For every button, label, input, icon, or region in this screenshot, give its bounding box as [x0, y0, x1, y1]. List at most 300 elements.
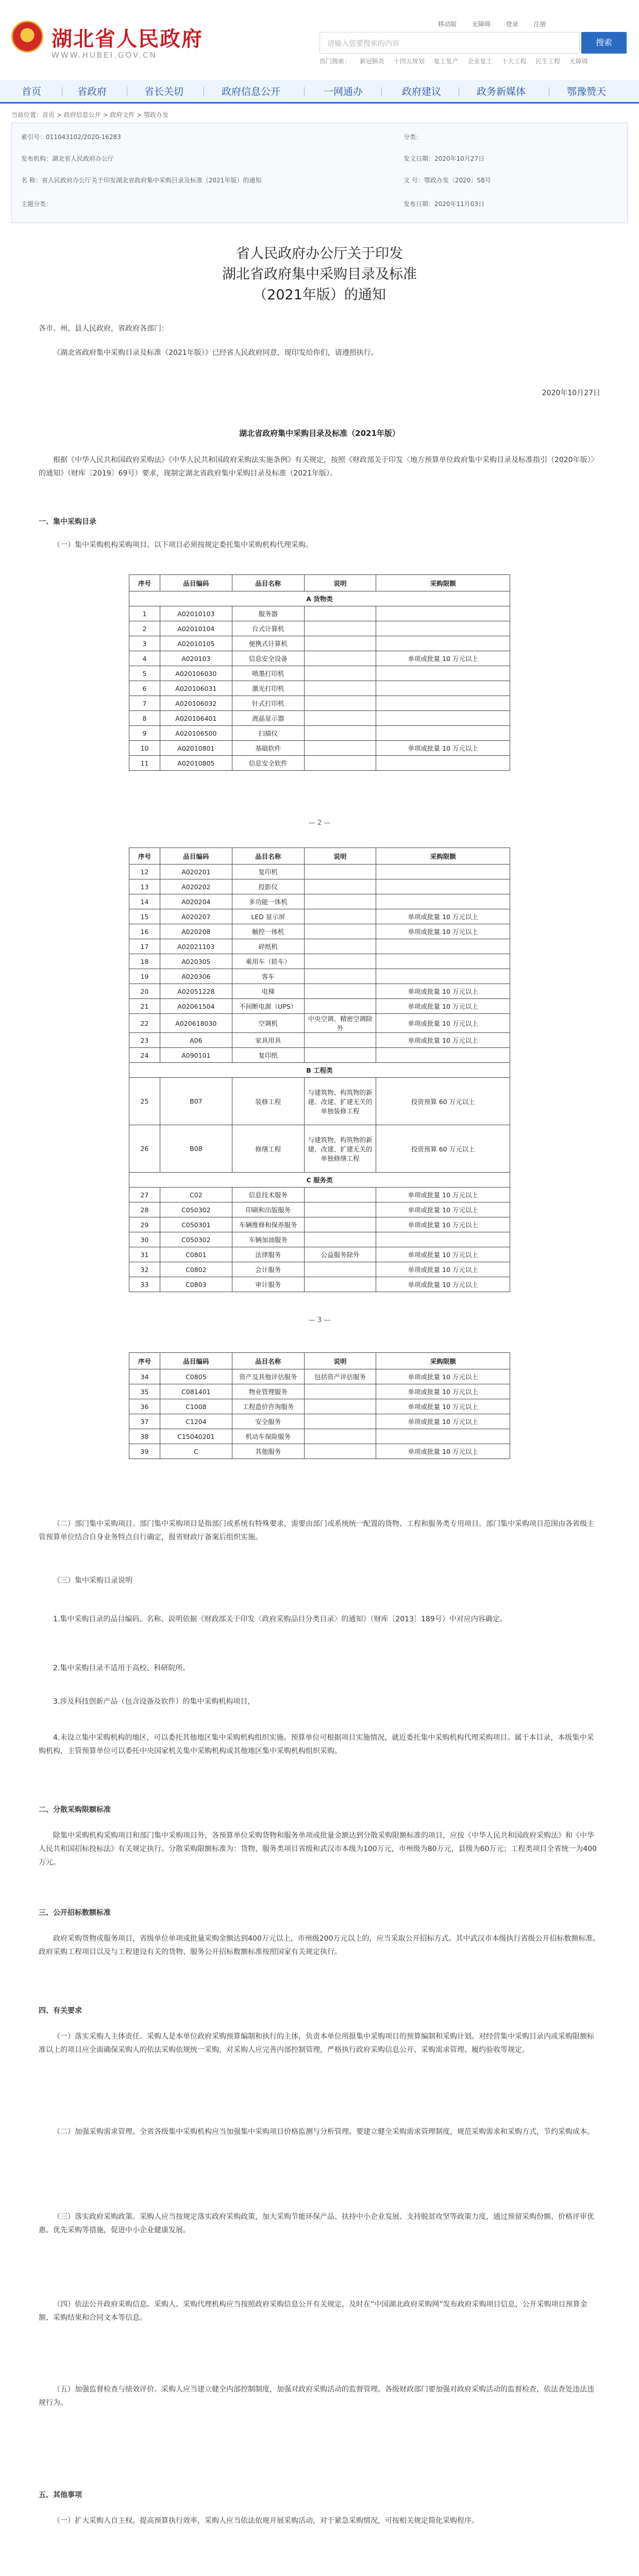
table-row	[129, 726, 510, 741]
table-cell-name: 客车	[232, 969, 304, 984]
table-row	[129, 666, 510, 681]
table-cell-n: 19	[129, 969, 160, 984]
table-cell-n: 3	[129, 636, 160, 651]
table-cell-name: 扫描仪	[232, 726, 304, 741]
table-cell-lim: 单项或批量 10 万元以上	[376, 1414, 510, 1429]
table-row	[129, 1217, 510, 1232]
table-cell-lim	[376, 1048, 510, 1063]
table-cell-desc	[304, 1384, 376, 1399]
table-cell-name: 修缮工程	[232, 1125, 304, 1173]
table-cell-code: C0802	[160, 1262, 232, 1277]
paragraph: 2.集中采购目录不适用于高校、科研院所。	[53, 1664, 190, 1672]
paragraph: （一）落实采购人主体责任。采购人是本单位政府采购预算编制和执行的主体，负责本单位所报集中采购项目的预算编制和采购计划。对经营集中采购目录内或采购限额标准以上的项目应全面确保采购人的依法采购依规统一采购，对采购人应完善内部控制管理，严格执行政府采购信息公开、采购需求管理、履约验收等规定。	[39, 2032, 594, 2054]
table-cell-name: 法律服务	[232, 1247, 304, 1262]
meta-index: 索引号：011043102/2020-16283	[21, 133, 121, 141]
table-cell-n: 30	[129, 1232, 160, 1247]
table-cell-code: A02051228	[160, 984, 232, 999]
table-cell-name: 物业管理服务	[232, 1384, 304, 1399]
table-row	[129, 651, 510, 666]
table-cell-code: C15040201	[160, 1429, 232, 1444]
column-header: 序号	[129, 1353, 160, 1369]
nav-governor[interactable]: 省长关切	[144, 86, 184, 97]
section-heading: 一、集中采购目录	[39, 518, 96, 526]
nav-suggestions[interactable]: 政府建议	[402, 86, 442, 97]
table-cell-lim	[376, 1232, 510, 1247]
table-cell-desc	[304, 756, 376, 771]
table-cell-name: 电梯	[232, 984, 304, 999]
table-row	[129, 969, 510, 984]
table-row	[129, 924, 510, 939]
table-cell-lim: 单项或批量 10 万元以上	[376, 741, 510, 756]
table-row	[129, 1078, 510, 1125]
table-cell-n: 37	[129, 1414, 160, 1429]
table-cell-name: 信息安全设备	[232, 651, 304, 666]
table-cell-desc	[304, 1033, 376, 1048]
table-cell-lim	[376, 636, 510, 651]
table-cell-code: C	[160, 1444, 232, 1459]
table-cell-desc	[304, 1399, 376, 1414]
table-cell-code: A020103	[160, 651, 232, 666]
table-cell-name: 安全服务	[232, 1414, 304, 1429]
table-cell-desc	[304, 1262, 376, 1277]
section-heading: 五、其他事项	[39, 2491, 82, 2499]
table-cell-code: A020618030	[160, 1014, 232, 1033]
table-cell-lim	[376, 696, 510, 711]
table-row	[129, 879, 510, 894]
table-header-row	[129, 848, 510, 865]
table-cell-desc	[304, 1444, 376, 1459]
hotword[interactable]: 新冠肺炎	[359, 58, 384, 65]
table-cell-n: 35	[129, 1384, 160, 1399]
hotword[interactable]: 十大工程	[501, 58, 527, 65]
top-links	[438, 20, 560, 28]
procurement-table-1	[129, 574, 510, 771]
table-cell-name: 空调机	[232, 1014, 304, 1033]
table-cell-n: 13	[129, 879, 160, 894]
table-cell-name: 不间断电源（UPS）	[232, 999, 304, 1014]
table-cell-code: C050302	[160, 1202, 232, 1217]
table-cell-code: C1008	[160, 1399, 232, 1414]
table-cell-desc	[304, 726, 376, 741]
meta-category: 分类：	[403, 133, 423, 141]
hotword[interactable]: 无障碍	[569, 58, 588, 65]
table-cell-name: 台式计算机	[232, 621, 304, 636]
table-cell-name: 车辆加油服务	[232, 1232, 304, 1247]
nav-home[interactable]: 首页	[22, 86, 42, 97]
table-cell-desc	[304, 984, 376, 999]
table-cell-code: A020305	[160, 954, 232, 969]
meta-date: 发文日期：2020年10月27日	[403, 155, 485, 162]
table-cell-n: 21	[129, 999, 160, 1014]
table-cell-code: A02010801	[160, 741, 232, 756]
table-row	[129, 1125, 510, 1173]
table-cell-desc	[304, 1188, 376, 1202]
column-header: 序号	[129, 575, 160, 591]
category-row	[129, 1063, 510, 1078]
column-header: 品目名称	[232, 1353, 304, 1369]
nav-divider	[381, 87, 382, 96]
table-cell-lim	[376, 1429, 510, 1444]
table-cell-lim: 单项或批量 10 万元以上	[376, 999, 510, 1014]
table-cell-n: 2	[129, 621, 160, 636]
meta-pubdate: 发布日期：2020年11月03日	[403, 200, 485, 208]
table-cell-lim	[376, 606, 510, 621]
table-cell-code: C0803	[160, 1277, 232, 1292]
table-cell-lim	[376, 711, 510, 726]
table-cell-lim	[376, 969, 510, 984]
site-url: WWW.HUBEI.GOV.CN	[52, 50, 157, 60]
table-cell-desc: 公益服务除外	[304, 1247, 376, 1262]
table-row	[129, 1399, 510, 1414]
table-cell-desc	[304, 636, 376, 651]
table-cell-code: A020306	[160, 969, 232, 984]
meta-issuer: 发布机构：湖北省人民政府办公厅	[21, 155, 114, 162]
table-cell-name: 印刷和出版服务	[232, 1202, 304, 1217]
table-cell-desc: 包括资产评估服务	[304, 1369, 376, 1384]
page-number: — 2 —	[308, 819, 331, 827]
table-row	[129, 999, 510, 1014]
table-cell-n: 29	[129, 1217, 160, 1232]
table-cell-name: 针式打印机	[232, 696, 304, 711]
table-cell-lim	[376, 621, 510, 636]
table-cell-lim: 单项或批量 10 万元以上	[376, 1247, 510, 1262]
paragraph: （五）加强监督检查与绩效评价。采购人应当建立健全内部控制制度，加强对政府采购活动的监督管理。各级财政部门要加强对政府采购活动的监督检查，依法查处违法违规行为。	[39, 2385, 594, 2407]
table-row	[129, 621, 510, 636]
table-row	[129, 1202, 510, 1217]
table-cell-lim	[376, 939, 510, 954]
column-header: 采购限额	[376, 575, 510, 591]
table-cell-code: A020106031	[160, 681, 232, 696]
table-cell-code: C0801	[160, 1247, 232, 1262]
table-row	[129, 1384, 510, 1399]
table-cell-n: 4	[129, 651, 160, 666]
table-row	[129, 1048, 510, 1063]
table-row	[129, 741, 510, 756]
paragraph: （一）集中采购机构采购项目。以下项目必须按规定委托集中采购机构代理采购。	[53, 541, 313, 549]
doc-title-line: 省人民政府办公厅关于印发	[236, 246, 403, 262]
table-cell-desc	[304, 681, 376, 696]
table-cell-code: A02010103	[160, 606, 232, 621]
table-row	[129, 1033, 510, 1048]
table-cell-desc	[304, 741, 376, 756]
table-row	[129, 1014, 510, 1033]
main-nav	[0, 80, 639, 104]
procurement-table-2	[129, 848, 510, 1292]
table-cell-desc	[304, 1202, 376, 1217]
table-cell-code: A02061504	[160, 999, 232, 1014]
doc-title-line: （2021年版）的通知	[253, 287, 386, 303]
table-row	[129, 711, 510, 726]
table-cell-desc	[304, 939, 376, 954]
table-cell-name: 碎纸机	[232, 939, 304, 954]
doc-date: 2020年10月27日	[542, 389, 600, 397]
intro-paragraph: 《湖北省政府集中采购目录及标准（2021年版）》已经省人民政府同意，现印发给你们，请遵照执行。	[53, 349, 378, 357]
table-cell-code: A090101	[160, 1048, 232, 1063]
table-cell-n: 9	[129, 726, 160, 741]
search-button[interactable]: 搜索	[581, 32, 627, 54]
table-cell-desc	[304, 1277, 376, 1292]
nav-info-disclosure[interactable]: 政府信息公开	[222, 86, 281, 97]
section-heading: 二、分散采购限额标准	[39, 1806, 111, 1814]
column-header: 说明	[304, 848, 376, 865]
table-cell-name: 复印机	[232, 865, 304, 879]
table-cell-code: A06	[160, 1033, 232, 1048]
table-cell-lim	[376, 865, 510, 879]
table-cell-n: 22	[129, 1014, 160, 1033]
table-row	[129, 1369, 510, 1384]
table-cell-lim	[376, 894, 510, 909]
nav-new-media[interactable]: 政务新媒体	[477, 86, 526, 97]
table-cell-desc: 与建筑物、构筑物的新建、改建、扩建无关的单独修缮工程	[304, 1125, 376, 1173]
table-cell-n: 27	[129, 1188, 160, 1202]
table-cell-n: 7	[129, 696, 160, 711]
table-cell-desc	[304, 1429, 376, 1444]
table-cell-code: C081401	[160, 1384, 232, 1399]
table-row	[129, 1429, 510, 1444]
table-cell-n: 18	[129, 954, 160, 969]
table-header-row	[129, 1353, 510, 1369]
table-cell-desc	[304, 999, 376, 1014]
table-cell-n: 14	[129, 894, 160, 909]
table-cell-n: 39	[129, 1444, 160, 1459]
table-cell-code: B07	[160, 1078, 232, 1125]
table-cell-desc	[304, 894, 376, 909]
table-cell-n: 5	[129, 666, 160, 681]
table-cell-n: 17	[129, 939, 160, 954]
column-header: 品目编码	[160, 575, 232, 591]
table-cell-code: A020106032	[160, 696, 232, 711]
paragraph: 政府采购货物或服务项目，省级单位单项或批量采购金额达到400万元以上，市州级200万元以上的，应当采取公开招标方式。其中武汉市本级执行省级公开招标数额标准。政府采购工程项目以及与工程建设有关的货物、服务公开招标数额标准按照国家有关规定执行。	[39, 1935, 600, 1956]
table-cell-desc: 中央空调、精密空调除外	[304, 1014, 376, 1033]
hot-search-words	[320, 57, 595, 65]
table-row	[129, 1277, 510, 1292]
table-cell-name: 机动车保险服务	[232, 1429, 304, 1444]
table-cell-name: 基础软件	[232, 741, 304, 756]
table-row	[129, 1188, 510, 1202]
search-input[interactable]: 请输入您要搜索的内容	[320, 32, 580, 54]
table-row	[129, 1444, 510, 1459]
table-cell-lim: 单项或批量 10 万元以上	[376, 1369, 510, 1384]
category-row	[129, 1173, 510, 1188]
table-cell-desc	[304, 621, 376, 636]
table-cell-lim: 单项或批量 10 万元以上	[376, 1277, 510, 1292]
table-cell-lim	[376, 666, 510, 681]
column-header: 品目名称	[232, 848, 304, 865]
site-header	[0, 0, 639, 75]
table-cell-desc	[304, 924, 376, 939]
table-cell-lim: 单项或批量 10 万元以上	[376, 1202, 510, 1217]
table-cell-name: 信息安全软件	[232, 756, 304, 771]
table-row	[129, 939, 510, 954]
table-cell-lim: 单项或批量 10 万元以上	[376, 924, 510, 939]
table-cell-name: 装修工程	[232, 1078, 304, 1125]
table-cell-desc	[304, 1217, 376, 1232]
column-header: 序号	[129, 848, 160, 865]
table-cell-desc	[304, 651, 376, 666]
table-cell-n: 31	[129, 1247, 160, 1262]
hotword[interactable]: 企业复工	[467, 58, 493, 65]
table-cell-n: 10	[129, 741, 160, 756]
table-cell-lim: 单项或批量 10 万元以上	[376, 1217, 510, 1232]
column-header: 品目编码	[160, 1353, 232, 1369]
table-cell-name: 服务器	[232, 606, 304, 621]
table-cell-code: A02021103	[160, 939, 232, 954]
hotword[interactable]: 十四五规划	[393, 58, 425, 65]
table-row	[129, 954, 510, 969]
table-cell-desc	[304, 696, 376, 711]
column-header: 采购限额	[376, 848, 510, 865]
table-cell-name: 其他服务	[232, 1444, 304, 1459]
table-cell-n: 38	[129, 1429, 160, 1444]
meta-docnum: 文 号：鄂政办发〔2020〕58号	[403, 177, 491, 184]
table-cell-name: 审计服务	[232, 1277, 304, 1292]
meta-title: 名 称：省人民政府办公厅关于印发湖北省政府集中采购目录及标准（2021年版）的通知	[21, 177, 262, 184]
section-heading: 三、公开招标数额标准	[39, 1909, 111, 1917]
table-cell-n: 36	[129, 1399, 160, 1414]
table-cell-code: C0805	[160, 1369, 232, 1384]
table-cell-code: A020106401	[160, 711, 232, 726]
table-cell-code: A020106500	[160, 726, 232, 741]
nav-divider	[304, 87, 305, 96]
table-cell-n: 20	[129, 984, 160, 999]
breadcrumb[interactable]: 当前位置：首页 > 政府信息公开 > 政府文件 > 鄂政办发	[11, 111, 169, 118]
table-cell-name: 信息技术服务	[232, 1188, 304, 1202]
register-link[interactable]: 注册	[533, 21, 546, 28]
table-cell-code: A02010105	[160, 636, 232, 651]
table-cell-name: 便携式计算机	[232, 636, 304, 651]
table-cell-lim: 单项或批量 10 万元以上	[376, 1399, 510, 1414]
table-cell-code: A020106030	[160, 666, 232, 681]
table-cell-n: 32	[129, 1262, 160, 1277]
paragraph: （四）依法公开政府采购信息。采购人、采购代理机构应当按照政府采购信息公开有关规定，及时在“中国湖北政府采购网”发布政府采购项目信息，公开采购项目预算金额、采购结果和合同文本等信息。	[39, 2300, 587, 2322]
table-cell-name: 车辆维修和保养服务	[232, 1217, 304, 1232]
page-number: — 3 —	[308, 1316, 331, 1324]
table-row	[129, 681, 510, 696]
table-cell-lim	[376, 879, 510, 894]
table-row	[129, 756, 510, 771]
table-cell-desc: 与建筑物、构筑物的新建、改建、扩建无关的单独装修工程	[304, 1078, 376, 1125]
table-cell-desc	[304, 1232, 376, 1247]
table-cell-code: B08	[160, 1125, 232, 1173]
table-cell-desc	[304, 1414, 376, 1429]
table-cell-lim: 单项或批量 10 万元以上	[376, 909, 510, 924]
paragraph: 除集中采购机构采购项目和部门集中采购项目外，各预算单位采购货物和服务单项或批量金额达到分散采购限额标准的项目，应按《中华人民共和国政府采购法》和《中华人民共和国招标投标法》有关规定执行。分散采购限额标准为：货物、服务类项目省级和武汉市本级为100万元，市州级为80万元，县级为60万元；工程类项目全省统一为400万元。	[39, 1832, 597, 1867]
column-header: 说明	[304, 575, 376, 591]
table-cell-desc	[304, 1048, 376, 1063]
table-cell-n: 11	[129, 756, 160, 771]
table-cell-name: 触控一体机	[232, 924, 304, 939]
table-cell-desc	[304, 969, 376, 984]
nav-province-gov[interactable]: 省政府	[77, 86, 107, 97]
table-cell-lim: 投资预算 60 万元以上	[376, 1078, 510, 1125]
table-cell-name: 液晶显示器	[232, 711, 304, 726]
table-cell-desc	[304, 606, 376, 621]
table-cell-name: 工程造价咨询服务	[232, 1399, 304, 1414]
table-cell-lim	[376, 726, 510, 741]
table-cell-lim: 单项或批量 10 万元以上	[376, 984, 510, 999]
hot-search-label: 热门搜索：	[320, 58, 351, 65]
table-row	[129, 1247, 510, 1262]
table-cell-code: A02010104	[160, 621, 232, 636]
nav-one-stop[interactable]: 一网通办	[324, 86, 363, 97]
table-row	[129, 606, 510, 621]
table-cell-n: 12	[129, 865, 160, 879]
paragraph: 3.涉及科技创新产品（包含设备及软件）的集中采购机构项目，	[53, 1698, 255, 1706]
table-cell-code: C1204	[160, 1414, 232, 1429]
table-cell-lim: 单项或批量 10 万元以上	[376, 1262, 510, 1277]
table-cell-n: 26	[129, 1125, 160, 1173]
table-cell-n: 24	[129, 1048, 160, 1063]
document-meta-box	[11, 123, 628, 223]
national-emblem-icon	[11, 21, 43, 53]
nav-extra[interactable]: 鄂豫赞天	[567, 86, 607, 97]
login-link[interactable]: 登录	[506, 21, 518, 28]
table-cell-lim	[376, 954, 510, 969]
table-cell-code: A020207	[160, 909, 232, 924]
table-cell-name: 家具用具	[232, 1033, 304, 1048]
table-row	[129, 984, 510, 999]
table-cell-lim: 单项或批量 10 万元以上	[376, 651, 510, 666]
column-header: 说明	[304, 1353, 376, 1369]
table-cell-desc	[304, 879, 376, 894]
category-row	[129, 591, 510, 606]
site-title[interactable]: 湖北省人民政府	[52, 27, 203, 51]
preface-paragraph: 根据《中华人民共和国政府采购法》《中华人民共和国政府采购法实施条例》有关规定，按照《财政部关于印发〈地方预算单位政府集中采购目录及标准指引（2020年版）〉的通知》（财库〔2019〕69号）要求，现制定湖北省政府集中采购目录及标准（2021年版）。	[39, 456, 598, 478]
table-cell-n: 1	[129, 606, 160, 621]
table-cell-name: 资产及其他评估服务	[232, 1369, 304, 1384]
hotword[interactable]: 复工复产	[433, 58, 459, 65]
table-row	[129, 636, 510, 651]
table-cell-code: C02	[160, 1188, 232, 1202]
table-cell-code: A020201	[160, 865, 232, 879]
table-header-row	[129, 575, 510, 591]
table-cell-lim	[376, 681, 510, 696]
table-cell-n: 16	[129, 924, 160, 939]
paragraph: 1.集中采购目录的品目编码、名称、说明依据《财政部关于印发〈政府采购品目分类目录〉的通知》（财库〔2013〕189号）中对应内容确定。	[53, 1615, 507, 1623]
hotword[interactable]: 民生工程	[535, 58, 561, 65]
table-cell-name: 喷墨打印机	[232, 666, 304, 681]
table-cell-desc	[304, 909, 376, 924]
mobile-link[interactable]: 移动版	[438, 21, 457, 28]
table-row	[129, 865, 510, 879]
column-header: 品目编码	[160, 848, 232, 865]
category-label: B 工程类	[129, 1063, 510, 1078]
table-cell-desc	[304, 711, 376, 726]
table-cell-desc	[304, 954, 376, 969]
procurement-table-3	[129, 1352, 510, 1459]
table-cell-lim	[376, 756, 510, 771]
table-row	[129, 1262, 510, 1277]
category-label: A 货物类	[129, 591, 510, 606]
table-cell-lim: 投资预算 60 万元以上	[376, 1125, 510, 1173]
table-cell-name: 激光打印机	[232, 681, 304, 696]
paragraph: （三）集中采购目录说明	[53, 1577, 132, 1585]
column-header: 品目名称	[232, 575, 304, 591]
table-cell-code: A020202	[160, 879, 232, 894]
paragraph: （二）部门集中采购项目。部门集中采购项目是指部门或系统有特殊要求，需要由部门或系统统一配置的货物、工程和服务类专用项目。部门集中采购项目范围由各省级主管预算单位结合自身业务特点自行确定，报省财政厅备案后组织实施。	[39, 1520, 594, 1541]
table-cell-n: 25	[129, 1078, 160, 1125]
table-cell-lim: 单项或批量 10 万元以上	[376, 1014, 510, 1033]
table-cell-lim: 单项或批量 10 万元以上	[376, 1188, 510, 1202]
paragraph: （一）扩大采购人自主权。提高预算执行效率，采购人应当依法依规开展采购活动，对于紧急采购情况，可按相关规定简化采购程序。	[53, 2517, 479, 2525]
table-row	[129, 909, 510, 924]
table-cell-n: 28	[129, 1202, 160, 1217]
table-cell-n: 8	[129, 711, 160, 726]
accessibility-link[interactable]: 无障碍	[472, 21, 491, 28]
table-cell-n: 6	[129, 681, 160, 696]
table-cell-n: 33	[129, 1277, 160, 1292]
table-cell-name: 会计服务	[232, 1262, 304, 1277]
